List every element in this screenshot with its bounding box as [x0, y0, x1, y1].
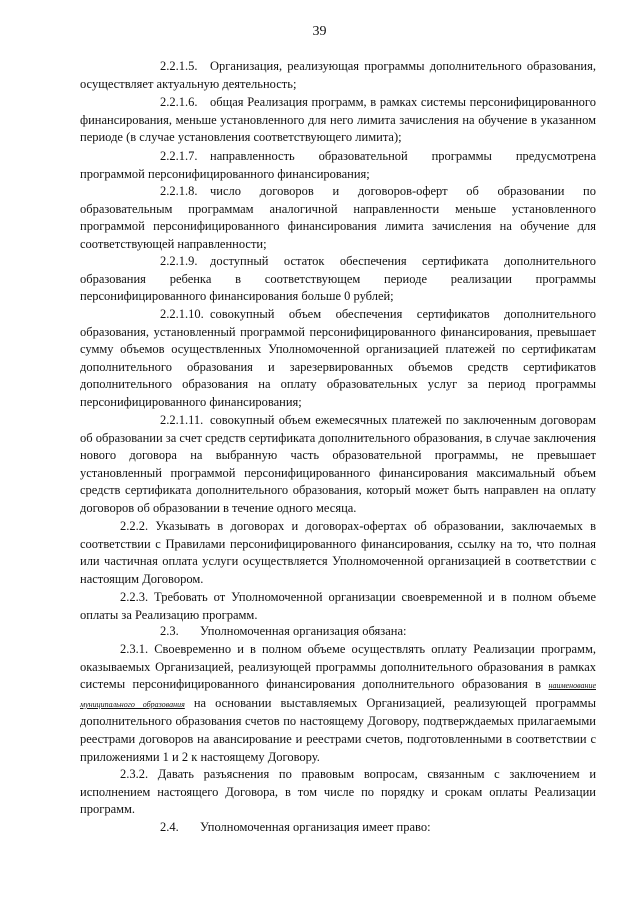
clause-number: 2.2.1.6.: [160, 95, 198, 109]
clause-number: 2.2.1.9.: [160, 254, 198, 268]
paragraph-2-2-2: [80, 518, 596, 588]
clause-number: 2.4.: [160, 820, 179, 834]
clause-number: 2.2.1.8.: [160, 184, 198, 198]
paragraph-2-2-1-6: [80, 94, 596, 147]
clause-number: 2.2.1.11.: [160, 413, 204, 427]
clause-text-after: на основании выставляемых Организацией, реализующей программы дополнительного образования счетов по настоящему Договору, подтверждаемых прилагаемыми реестрами договоров на авансирование и реестрами счетов, подготовленными в соответствии с приложениями 1 и 2 к настоящему Договору.: [80, 695, 596, 764]
municipality-placeholder: наименование муниципального образования: [80, 681, 596, 709]
clause-text: совокупный объем обеспечения сертификатов дополнительного образования, установленный программой персонифицированного финансирования, превышает сумму объемов осуществленных Уполномоченной организацией платежей по сертификатам дополнительного образования и зарезервированных объемов средств сертификатов дополнительного образования на оплату образовательных услуг за период программы персонифицированного финансирования;: [80, 307, 596, 409]
clause-number: 2.2.1.5.: [160, 59, 198, 73]
paragraph-2-2-1-9: [80, 253, 596, 306]
clause-text: совокупный объем ежемесячных платежей по заключенным договорам об образовании за счет средств сертификата дополнительного образования, в случае заключения нового договора на выбранную часть образовательной программы, не превышает установленный программой персонифицированного финансирования максимальный объем средств сертификата дополнительного образования, который может быть направлен на оплату договоров об образовании в течение одного месяца.: [80, 413, 596, 515]
clause-text: Указывать в договорах и договорах-офертах об образовании, заключаемых в соответствии с Правилами персонифицированного финансирования, ссылку на то, что полная или частичная оплата услуги осуществляется Уполномоченной организацией в соответствии с настоящим Договором.: [80, 519, 596, 586]
paragraph-2-2-1-8: [80, 183, 596, 253]
paragraph-2-3-2: [80, 766, 596, 819]
paragraph-2-3-1: [80, 641, 596, 766]
clause-number: 2.3.1.: [120, 642, 149, 656]
paragraph-2-3: [80, 623, 596, 641]
clause-number: 2.2.1.7.: [160, 149, 198, 163]
clause-number: 2.2.1.10.: [160, 307, 204, 321]
clause-text: Уполномоченная организация имеет право:: [200, 820, 431, 834]
clause-number: 2.3.: [160, 624, 179, 638]
paragraph-2-2-1-5: [80, 58, 596, 93]
clause-text: Организация, реализующая программы дополнительного образования, осуществляет актуальную деятельность;: [80, 59, 596, 91]
clause-number: 2.2.2.: [120, 519, 149, 533]
clause-text: Требовать от Уполномоченной организации своевременной и в полном объеме оплаты за Реализацию программ.: [80, 590, 596, 622]
clause-text: Уполномоченная организация обязана:: [200, 624, 407, 638]
paragraph-2-2-1-11: [80, 412, 596, 518]
clause-text: Давать разъяснения по правовым вопросам, связанным с заключением и исполнением настоящего Договора, в том числе по порядку и срокам оплаты Реализации программ.: [80, 767, 597, 817]
clause-text: общая Реализация программ, в рамках системы персонифицированного финансирования, меньше установленного для него лимита зачисления на обучение в указанном периоде (в случае установления соответствующего лимита);: [80, 95, 596, 145]
clause-text: число договоров и договоров-оферт об образовании по образовательным программам аналогичной направленности меньше установленного программой персонифицированного финансирования лимита зачисления на обучение для соответствующей направленности;: [80, 184, 596, 251]
clause-number: 2.2.3.: [120, 590, 149, 604]
clause-text: доступный остаток обеспечения сертификата дополнительного образования ребенка в соответствующем периоде реализации программы персонифицированного финансирования больше 0 рублей;: [80, 254, 596, 304]
clause-number: 2.3.2.: [120, 767, 149, 781]
paragraph-2-2-1-7: [80, 148, 596, 183]
paragraph-2-4: [80, 819, 596, 837]
page-number: 39: [312, 24, 327, 39]
clause-text-before: Своевременно и в полном объеме осуществлять оплату Реализации программ, оказываемых Организацией, реализующей программы дополнительного образования в рамках системы персонифицированного финансирования дополнительного образования в: [80, 642, 597, 692]
paragraph-2-2-3: [80, 589, 596, 624]
paragraph-2-2-1-10: [80, 306, 596, 412]
clause-text: направленность образовательной программы предусмотрена программой персонифицированного финансирования;: [80, 149, 596, 181]
